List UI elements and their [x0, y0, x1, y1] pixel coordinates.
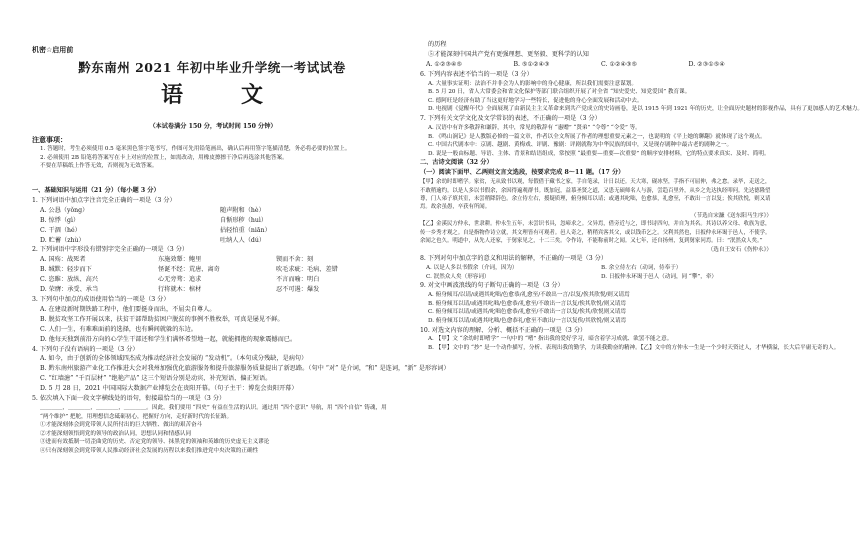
option: A. 汉语中有许多敬辞和谦辞，其中，常见的敬辞有 “惠赠” “贤弟” “令尊” “令爱” 等。: [428, 124, 641, 131]
q2-row: [32, 265, 394, 275]
option: C. 干涸（hé）: [40, 226, 81, 234]
option: B. ⑤①②④③: [513, 60, 550, 68]
section1: [32, 186, 450, 456]
passage-source: （节选自宋濂《送东阳马生序》）: [690, 212, 772, 219]
q8-options: [420, 264, 772, 281]
question-stem: 3. 下列句中加点的成语使用恰当的一项是（3 分）: [32, 295, 170, 303]
option: A. 在建设新时期铁路工程中，他们要挺身而出，不屈尖自尊人。: [40, 305, 216, 313]
cell: 行将就木：棺材: [158, 286, 202, 294]
option: C. 中国古代剧本中：京剧、越剧、黄梅戏、评剧、豫剧：评剧就称为中华民族的国中，又是现存剧种中最古老的剧种之一。: [428, 142, 733, 149]
exam-title: 黔东南州 2021 年初中毕业升学统一考试试卷: [78, 60, 346, 75]
question-stem: 4. 下列句子没有语病的一项是（3 分）: [32, 345, 139, 353]
cell: 不言而喻：明白: [276, 276, 320, 284]
question-stem: 2. 下列词语中字形没有错别字完全正确的一项是（3 分）: [32, 246, 189, 254]
question-stem: 5. 依次填入下面一段文字横线处的语句，衔接最恰当的一项是（3 分）: [32, 395, 226, 403]
q2-row: [32, 255, 394, 265]
right-column: [420, 0, 863, 550]
option: 自惭形秽（huì）: [220, 216, 268, 224]
secret-mark: 机密☆启用前: [32, 46, 74, 54]
option: 随声附和（hè）: [220, 206, 265, 214]
right-content: [420, 40, 863, 353]
notice-item: 1. 答题时，考生必须使用 0.5 毫米黑色签字笔书写，作图可先用铅笔画出，确认后再用签字笔描清楚，务必将必要的位置上。: [40, 146, 351, 152]
cell: 吹毛求疵：毛病、差错: [276, 266, 338, 274]
cell: 心无旁骛：追求: [158, 276, 202, 284]
option: A. 如今，由于创新的全体领域四杰成为推动经济社会发展的 “发动机”。（本句成分残缺，是病句）: [40, 355, 308, 363]
option: D. 日扳仲永环谒于邑人（动词，同 “攀”，牵）: [601, 273, 718, 280]
option: A. 以是人多以书假余（介词，因为）: [426, 265, 518, 272]
question-stem: 8. 下列对句中加点字的意义和用法的解释，不正确的一项是（3 分）: [420, 255, 608, 263]
question-stem: 10. 对选文内容的理解、分析、概括不正确的一项是（3 分）: [420, 326, 587, 334]
question-stem: 7. 下列有关文学文化及文学常识的表述，不正确的一项是（3 分）: [420, 115, 601, 122]
option: B. 【甲】文中的 “抄” 是一个动作描写，分析、表现出我的勤学，力读我勤奋的精神。【乙】文中的方仲永一生是一个少时天资过人，才华横溢，长大后平庸无奇的人。: [428, 345, 840, 351]
notice-block: [32, 135, 394, 171]
q5-point: ②才能深刻领悟到党的领导的政治认同，思想认同和情感认同: [40, 430, 192, 437]
option: A. 大量事实证明：法治不并非会为人的影响中的身心健康，所以我们需要注意谋划。: [428, 80, 637, 87]
q5-point: ④只有深刻领会到党带领人民推动经济社会发展的历程以来我们推进党中央决策的正确性: [40, 447, 259, 454]
notice-heading: 注意事项：: [32, 135, 67, 144]
option: C. 德阿旺是经济有助了当这更好地学习一些特长，促进他的身心全面发展和活动中去。: [428, 97, 643, 104]
option: 拈轻怕重（niān）: [220, 226, 271, 234]
passage-b: 【乙】金溪民方仲永，世隶耕。仲永生五年，未尝识书具，忽啼求之。父异焉，借旁近与之，即书诗四句，并自为其名。其诗以养父母、收族为意，传一乡秀才观之。自是指物作诗立就，其文理皆有可观者。邑人奇之，稍稍宾客其父，或以钱币乞之。父利其然也，日扳仲永环谒于邑人，不使学。余闻之也久。明道中，从先人还家，于舅家见之，十二三矣。令作诗，不能称前时之闻。又七年，还自扬州，复到舅家问焉。曰：“泯然众人矣。”: [420, 221, 771, 245]
q5-point: ③进而有效抵制一切歪曲党的历史、否定党的领导、抹黑党的领袖和英雄的历史虚无主义谬论: [40, 439, 270, 446]
option: B. 余立侍左右（动词，侍奉于）: [601, 265, 682, 272]
subsection-heading: （一）阅读下面甲、乙两则文言文选段，按要求完成 8～11 题。（17 分）: [420, 169, 625, 177]
option: D. 电视剧《觉醒年代》全面展现了由新民主主义革命来到共产党成立的史诗画卷，是以 1915 年到 1921 年的历史，让全面历史题材的影视作品，具有了更加感人的艺术魅力。: [428, 106, 863, 113]
cell: 锲而不舍：刻: [276, 256, 314, 264]
q1-options: [32, 206, 394, 246]
passage-a: 【甲】余幼时即嗜学。家贫，无从致书以观，每假借于藏书之家，手自笔录，计日以还。天大寒，砚冰坚，手指不可屈伸，弗之怠。录毕，走送之，不敢稍逾约。以是人多以书假余，余因得遍观群书。既加冠，益慕圣贤之道，又患无硕师名人与游，尝趋百里外，从乡之先达执经叩问。先达德隆望尊，门人弟子填其室，未尝稍降辞色。余立侍左右，援疑质理，俯身倾耳以请；或遇其叱咄，色愈恭，礼愈至，不敢出一言以复；俟其欣悦，则又请焉。故余虽愚，卒获有所闻。: [420, 179, 771, 211]
option: D. ②③①⑤④: [688, 60, 725, 68]
option: C. 人们一生，有难难面前的选择，也有瞬间就躲的东边。: [40, 325, 197, 333]
option: C. ①②④③⑤: [601, 60, 638, 68]
option: B. 惊悸（gì）: [40, 216, 80, 224]
q5-answers: [420, 60, 772, 70]
section-heading: 二、古诗文阅读（32 分）: [420, 159, 493, 167]
q2-row: [32, 285, 394, 295]
cell: 东施效颦：鲍里: [158, 256, 202, 264]
option: B. 脱贫攻坚工作开展以来，扶贫干部帮助贫困户脱贫的事例不胜枚举，可真是屡见不鲜。: [40, 315, 284, 323]
q5-text: ＿＿＿＿，＿＿＿＿，＿＿＿＿，＿＿＿＿。因此，我们要用 “四史” 有益在生活的认识。通过用 “四个意识” 导航，用 “四个自信” 铸魂，用 “两个维护” 把舵，用理想信念砥砺初心，把握好方向，走好新时代的长征路。: [40, 404, 387, 420]
notice-item: 不要在草稿纸上作答无效，否则视为无效答案。: [40, 163, 158, 170]
cell: A. 国殇：战死者: [40, 256, 86, 264]
cell: B. 缄默：轻步而下: [40, 266, 92, 274]
question-stem: 6. 下列内容表述不恰当的一项是（3 分）: [420, 70, 533, 78]
option: C. “红墙溏” “千百层材” “绝艳产品” 这三个短语分别是动宾、补充短语、偏正短语。: [40, 375, 272, 383]
q2-row: [32, 275, 394, 285]
option: B. 俯身倾耳以请/或遇其叱咄/色愈恭/礼愈至/不敢出一言以复/俟其欣悦/则又请焉: [428, 300, 626, 307]
question-stem: 9. 对文中画波浪线的句子断句正确的一项是（3 分）: [420, 282, 564, 290]
passage-source: （选自王安石《伤仲永》）: [707, 246, 772, 253]
option: A. 公恳（yǒng）: [40, 206, 89, 214]
score-note: （本试卷满分 150 分，考试时间 150 分钟）: [149, 123, 277, 130]
q5-cont: 的历程: [428, 41, 447, 48]
option: C. 泯然众人矣（形容词）: [426, 273, 490, 280]
option: B. 黔东南州旅游产业化工作推进大会对我州加强优化旅游服务和提升旅游服务质量提出了新思路。（句中 “对” 是介词，“和” 是连词，“新” 是形容词）: [40, 365, 450, 373]
option: A. ①②③④⑤: [426, 60, 463, 68]
option: D. 5 月 28 日，2021 中国国际大数据产业博览会在贵阳开幕。（句子主干：博览会贵阳开幕）: [40, 385, 298, 393]
section-heading: 一、基础知识与运用（21 分）（每小题 3 分）: [32, 187, 160, 194]
option: 吐纳人人（dú）: [220, 236, 266, 244]
cell: C. 恣睢：放纵、高兴: [40, 276, 98, 284]
option: B. 《鸣山涧记》是人教版必修的一篇文章，作者以全文所展了作者的理想重要元素之一，也说明的《平上她的聊翻》就体现了这个观点。: [428, 133, 766, 140]
cell: 忍不可遏：爆发: [276, 286, 320, 294]
cell: D. 荣膺：承受、承当: [40, 286, 99, 294]
q5-point: ①才能深刻体会到党带领人民所付出的巨大牺牲、做出的艰苦奋斗: [40, 422, 203, 429]
option: D. 他每天独到前沿方向的心学生干部还和学生们满怀希望地一起，就能拥抱的现象震撼而已。: [40, 335, 297, 343]
option: D. 俯身倾耳以请/或遇其叱咄/色愈恭礼/愈至不敢出/一言以复俟/其欣悦/则又请焉: [428, 317, 627, 324]
notice-item: 2. 必须使用 2B 铅笔将答案写在卡上对应的位置上，如需改动，用橡皮擦擦干净后再选涂其他答案。: [40, 154, 288, 161]
option: A. 【甲】文 “余幼时即嗜学” 一句中的 “嗜” 指出我的爱好学习，暗含着学习成就、欲罢不能之意。: [428, 336, 673, 343]
subject-title: 语 文: [160, 82, 281, 108]
option: D. 说是一般由标题、导语、主体、背景和结语组成，常按照 “最重要—重要—次重要” 的顺序安排材料，它的特点要求真实、及时、简明。: [428, 150, 770, 157]
question-stem: 1. 下列词语中加点字注音完全正确的一项是（3 分）: [32, 196, 176, 204]
option: C. 俯身倾耳以请/或遇其/叱咄色愈恭/礼愈至/不敢出一言以复/俟其/欣悦则又请焉: [428, 309, 626, 316]
option: B. 5 月 20 日，省人大常委会和省文化保护等部门联合组织开展了对全省 “知史爱史、知党爱国” 教育课。: [428, 89, 691, 96]
q5-cont: ⑤才能深刻中国共产党有更强理想、更坚毅、更科学的认知: [428, 50, 589, 58]
cell: 怪诞不经：荒唐、离奇: [158, 266, 220, 274]
option: D. 贮蓄（zhù）: [40, 236, 85, 244]
option: A. 俯身倾耳/以请/或遇其叱咄/色愈恭/礼愈至/不敢出一言/以复/俟其欣悦/则又请焉: [428, 292, 630, 299]
